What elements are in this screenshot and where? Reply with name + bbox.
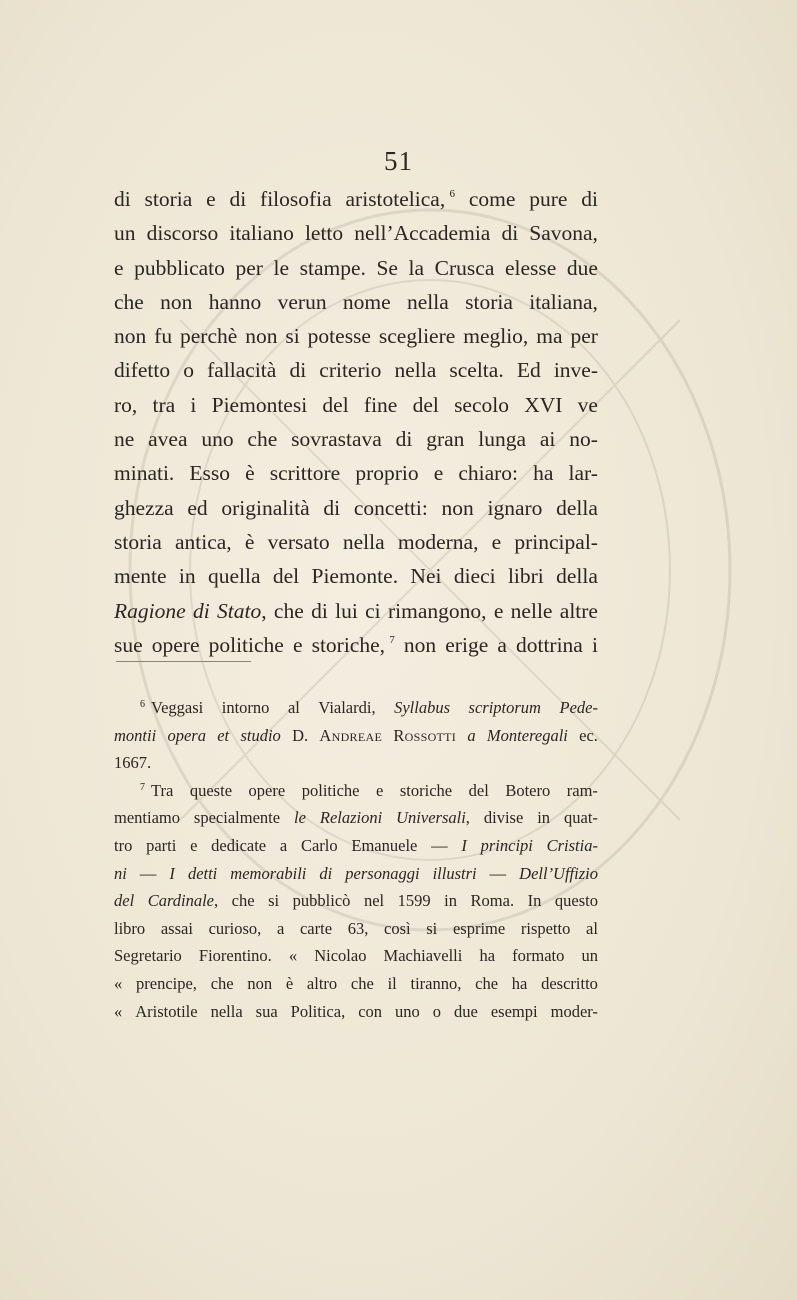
italic-word: Ragione — [114, 598, 186, 623]
word: al — [287, 698, 300, 717]
word: criterio — [319, 358, 382, 383]
word: della — [556, 564, 598, 589]
word: in — [537, 808, 551, 828]
word: e — [491, 529, 502, 554]
word: Se — [376, 255, 398, 280]
italic-word: Relazioni — [319, 808, 383, 828]
italic-word: le — [294, 808, 306, 828]
italic-word: Universali, — [396, 808, 470, 828]
word: intorno — [221, 698, 270, 717]
word: 63, — [347, 918, 369, 938]
word: uno — [201, 427, 234, 452]
word: così — [384, 918, 411, 938]
word: che — [231, 891, 255, 911]
word: pubblicato — [134, 255, 225, 280]
word: il — [387, 973, 397, 993]
word: XVI — [524, 392, 563, 417]
body-line — [114, 628, 598, 662]
word: nell’Accademia — [354, 221, 491, 246]
footnote-start-word: $^7$ Tra — [140, 780, 174, 800]
word: non — [247, 973, 273, 993]
word: Nei — [410, 564, 442, 589]
footnote-line — [114, 887, 598, 915]
word: si — [285, 324, 300, 349]
word: e — [376, 780, 384, 800]
body-line — [114, 594, 598, 628]
word: lar- — [568, 461, 598, 486]
word: principal- — [514, 529, 598, 554]
word: nel — [363, 891, 385, 911]
italic-word: principi — [480, 835, 533, 855]
word: che — [247, 427, 278, 452]
footnote-number: 7 — [140, 781, 145, 793]
word: opere — [151, 632, 200, 657]
word: Machiavelli — [383, 946, 463, 966]
italic-word: I — [461, 835, 467, 855]
word: per — [235, 255, 263, 280]
word: assai — [160, 918, 193, 938]
word: « — [114, 973, 123, 993]
footnote-separator — [116, 661, 251, 662]
word: e — [190, 835, 198, 855]
word: formato — [512, 946, 565, 966]
word: quat- — [564, 808, 598, 828]
word: verun — [277, 289, 327, 314]
footnote-reference: 7 — [389, 633, 395, 646]
footnote-line — [114, 915, 598, 943]
footnote-start-word: $^6$ Veggasi — [140, 698, 204, 717]
italic-word: Cardinale, — [147, 891, 219, 911]
word: quella — [207, 564, 261, 589]
italic-word: studio — [240, 725, 281, 745]
word: libro — [114, 918, 146, 938]
word: che — [210, 973, 234, 993]
word: proprio — [355, 461, 419, 486]
word: Piemontesi — [211, 392, 308, 417]
word: un — [581, 946, 598, 966]
word: nella — [342, 529, 385, 554]
word: — — [139, 863, 157, 883]
word: opere — [248, 780, 286, 800]
italic-word: memorabili — [230, 863, 307, 883]
word: rispetto — [520, 918, 571, 938]
word: tra — [152, 392, 176, 417]
word-with-reference — [312, 628, 395, 662]
word: a — [497, 632, 507, 657]
word: versato — [267, 529, 330, 554]
word: questo — [554, 891, 598, 911]
word: dieci — [453, 564, 496, 589]
italic-word: illustri — [432, 863, 477, 883]
word: non — [114, 324, 147, 349]
word: scelta. — [449, 358, 504, 383]
word: pubblicò — [292, 891, 351, 911]
word: rimangono, — [387, 598, 487, 623]
word: esprime — [452, 918, 506, 938]
word: Esso — [189, 461, 231, 486]
italic-word: ni — [114, 863, 127, 883]
word: libri — [507, 564, 544, 589]
word: antica, — [174, 529, 232, 554]
word: dedicate — [211, 835, 267, 855]
word: di — [289, 358, 307, 383]
word: gran — [426, 427, 465, 452]
word: Botero — [505, 780, 551, 800]
word: originalità — [221, 495, 310, 520]
word: fine — [363, 392, 398, 417]
word: del — [412, 392, 439, 417]
word: tiranno, — [410, 973, 462, 993]
word: sue — [114, 632, 143, 657]
italic-word: di — [319, 863, 333, 883]
italic-word: di — [192, 598, 210, 623]
word: letto — [304, 221, 344, 246]
word: nome — [342, 289, 391, 314]
word: descritto — [541, 973, 598, 993]
footnote-line — [114, 832, 598, 860]
word: Aristotile — [135, 1001, 198, 1021]
word: nella — [210, 1001, 243, 1021]
word: un — [114, 221, 136, 246]
body-line — [114, 182, 598, 216]
word: e — [433, 461, 444, 486]
word: ne — [114, 427, 135, 452]
body-line — [114, 216, 598, 250]
italic-word: Monteregali — [486, 725, 568, 745]
word: di — [323, 495, 341, 520]
italic-word: scriptorum — [468, 698, 541, 717]
footnote-line — [114, 998, 598, 1026]
italic-word: del — [114, 891, 135, 911]
word: italiana, — [529, 289, 598, 314]
word: uno — [395, 1001, 420, 1021]
word: e — [206, 187, 216, 211]
footnote-line — [114, 804, 598, 832]
word: scrittore — [269, 461, 341, 486]
word: ve — [577, 392, 598, 417]
word: altre — [559, 598, 598, 623]
word: è — [285, 973, 294, 993]
word: Vialardi, — [318, 698, 376, 717]
footnote-line — [114, 942, 598, 970]
footnotes — [114, 694, 598, 1025]
word: nella — [394, 358, 437, 383]
word: pure — [529, 187, 568, 211]
footnote-reference-wrap — [450, 187, 456, 211]
word: ignaro — [487, 495, 543, 520]
word: le — [273, 255, 290, 280]
word: parti — [146, 835, 177, 855]
body-line — [114, 456, 598, 490]
word: D. — [292, 725, 309, 745]
word: o — [432, 1001, 442, 1021]
word: hanno — [208, 289, 262, 314]
word: 1599 — [397, 891, 431, 911]
word: difetto — [114, 358, 171, 383]
word: mente — [114, 564, 167, 589]
smallcaps-word: Rossotti — [393, 725, 457, 745]
word: erige — [445, 632, 489, 657]
word: carte — [299, 918, 333, 938]
word: non — [441, 495, 474, 520]
word: Crusca — [434, 255, 495, 280]
word: 1667. — [114, 753, 152, 773]
word: esempi — [490, 1001, 538, 1021]
word: di — [311, 598, 328, 623]
word: — — [489, 863, 507, 883]
word: storia — [144, 187, 193, 211]
word: no- — [569, 427, 598, 452]
body-line — [114, 491, 598, 525]
body-line — [114, 251, 598, 285]
footnote-line — [114, 860, 598, 888]
word: i — [591, 632, 598, 657]
word: Carlo — [300, 835, 338, 855]
word: storia — [465, 289, 513, 314]
word: che — [350, 973, 374, 993]
word: in — [444, 891, 458, 911]
word: italiano — [229, 221, 294, 246]
word: del — [272, 564, 300, 589]
word: del — [322, 392, 349, 417]
word: sovrastava — [291, 427, 382, 452]
word: lui — [335, 598, 358, 623]
word: storia — [114, 529, 162, 554]
word: ma — [536, 324, 563, 349]
italic-word: et — [217, 725, 230, 745]
word: a — [279, 835, 288, 855]
word: specialmente — [193, 808, 281, 828]
word: prencipe, — [136, 973, 197, 993]
word: aristotelica, — [345, 187, 446, 211]
word: con — [358, 1001, 383, 1021]
word: Politica, — [290, 1001, 346, 1021]
word: elesse — [504, 255, 557, 280]
word: come — [468, 187, 516, 211]
word: al — [586, 918, 598, 938]
word: due — [566, 255, 598, 280]
word: ro, — [114, 392, 138, 417]
word: della — [556, 495, 598, 520]
word: che — [475, 973, 499, 993]
word: di — [501, 221, 519, 246]
word: moderna, — [397, 529, 479, 554]
word: In — [527, 891, 542, 911]
footnote-line — [114, 694, 598, 722]
italic-word: Stato, — [217, 598, 267, 623]
page-number: 51 — [384, 146, 413, 176]
word: storiche, — [311, 632, 386, 657]
word: chiaro: — [458, 461, 519, 486]
word: politiche — [301, 780, 360, 800]
word: in — [178, 564, 196, 589]
word: ha — [533, 461, 554, 486]
word: del — [468, 780, 489, 800]
body-line — [114, 422, 598, 456]
word: di — [114, 187, 131, 211]
body-line — [114, 353, 598, 387]
word: due — [454, 1001, 478, 1021]
word: Savona, — [529, 221, 598, 246]
body-line — [114, 285, 598, 319]
word: politiche — [208, 632, 284, 657]
word: si — [268, 891, 280, 911]
body-text — [114, 182, 598, 662]
word: Emanuele — [351, 835, 418, 855]
word: è — [244, 529, 255, 554]
italic-word: Pede- — [559, 698, 598, 717]
word: per — [570, 324, 598, 349]
footnote-line — [114, 722, 598, 750]
body-line — [114, 559, 598, 593]
word: ha — [479, 946, 496, 966]
word: concetti: — [353, 495, 428, 520]
footnote-reference: 6 — [449, 188, 456, 200]
word: ha — [511, 973, 528, 993]
italic-word: Dell’Uffizio — [519, 863, 598, 883]
body-line — [114, 525, 598, 559]
italic-word: opera — [167, 725, 206, 745]
word: dottrina — [515, 632, 583, 657]
word: inve- — [553, 358, 598, 383]
word: ci — [365, 598, 381, 623]
word: a — [276, 918, 285, 938]
footnote-line — [114, 970, 598, 998]
word: — — [431, 835, 448, 855]
word: perchè — [180, 324, 238, 349]
word: scegliere — [378, 324, 456, 349]
italic-word: a — [467, 725, 476, 745]
italic-word: Cristia- — [546, 835, 598, 855]
italic-word: Syllabus — [394, 698, 451, 717]
footnote-line — [114, 749, 598, 777]
word: moder- — [550, 1001, 598, 1021]
word: si — [426, 918, 438, 938]
italic-word: I — [169, 863, 175, 883]
italic-word: detti — [187, 863, 218, 883]
word: avea — [148, 427, 188, 452]
word: curioso, — [208, 918, 262, 938]
word: è — [245, 461, 255, 486]
word-with-reference — [346, 182, 456, 216]
word: « — [114, 1001, 123, 1021]
word: « — [288, 946, 298, 966]
word: di — [581, 187, 598, 211]
word: che — [114, 289, 144, 314]
word: divise — [483, 808, 524, 828]
word: e — [493, 598, 504, 623]
word: Piemonte. — [311, 564, 399, 589]
word: Fiorentino. — [198, 946, 272, 966]
word: e — [114, 255, 124, 280]
word: Segretario — [114, 946, 182, 966]
word: storiche — [399, 780, 453, 800]
word: fu — [154, 324, 173, 349]
italic-word: montii — [114, 725, 157, 745]
word: nella — [407, 289, 449, 314]
word: queste — [189, 780, 233, 800]
word: secolo — [454, 392, 509, 417]
body-line — [114, 388, 598, 422]
word: Ed — [516, 358, 541, 383]
word: non — [160, 289, 193, 314]
word: non — [403, 632, 437, 657]
word: mentiamo — [114, 808, 180, 828]
word: ec. — [579, 725, 598, 745]
word: nelle — [510, 598, 553, 623]
word: non — [245, 324, 278, 349]
word: i — [190, 392, 197, 417]
word: Nicolao — [314, 946, 367, 966]
word: fallacità — [207, 358, 277, 383]
word: tro — [114, 835, 133, 855]
word: la — [408, 255, 425, 280]
word: meglio, — [463, 324, 529, 349]
word: filosofia — [260, 187, 332, 211]
word: e — [292, 632, 303, 657]
word: di — [229, 187, 247, 211]
word: Roma. — [470, 891, 515, 911]
word: ghezza — [114, 495, 174, 520]
word: altro — [306, 973, 338, 993]
word: ai — [539, 427, 556, 452]
word: o — [183, 358, 194, 383]
smallcaps-word: Andreae — [319, 725, 383, 745]
word: ed — [187, 495, 208, 520]
word: potesse — [307, 324, 371, 349]
footnote-number: 6 — [140, 699, 145, 710]
word: lunga — [478, 427, 527, 452]
word: ram- — [566, 780, 598, 800]
word: stampe. — [299, 255, 366, 280]
word: minati. — [114, 461, 175, 486]
body-line — [114, 319, 598, 353]
footnote-line — [114, 777, 598, 805]
word: che — [273, 598, 304, 623]
word: discorso — [146, 221, 219, 246]
footnote-reference-wrap — [389, 633, 395, 657]
word: sua — [255, 1001, 278, 1021]
italic-word: personaggi — [345, 863, 420, 883]
word: di — [395, 427, 413, 452]
